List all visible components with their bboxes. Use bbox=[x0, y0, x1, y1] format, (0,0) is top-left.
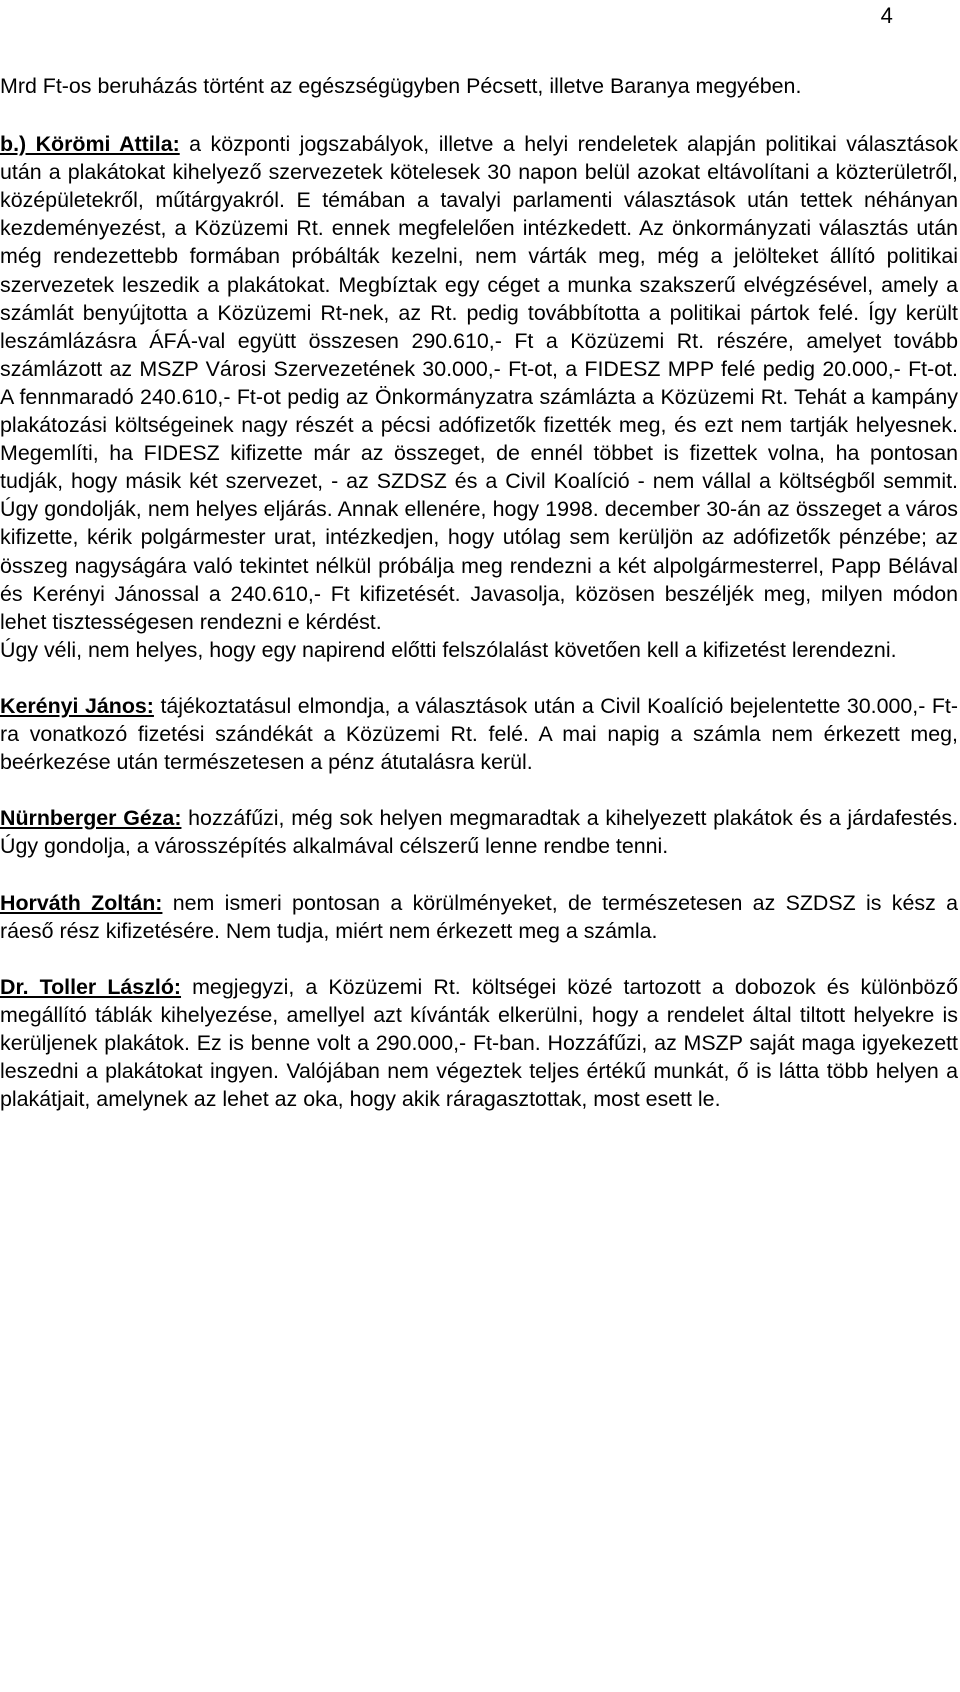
speaker-name: Kerényi János: bbox=[0, 693, 154, 718]
speaker-name: Nürnberger Géza: bbox=[0, 806, 182, 831]
page-number: 4 bbox=[880, 3, 893, 28]
speaker-name: Horváth Zoltán: bbox=[0, 890, 163, 915]
paragraph-kerenyi bbox=[0, 692, 958, 776]
paragraph-koromi-continued bbox=[0, 636, 958, 664]
paragraph-koromi bbox=[0, 130, 958, 636]
paragraph-horvath bbox=[0, 889, 958, 945]
paragraph-nurnberger bbox=[0, 804, 958, 860]
speaker-name: Dr. Toller László: bbox=[0, 974, 182, 999]
paragraph-text: nem ismeri pontosan a körülményeket, de természetesen az SZDSZ is kész a ráeső rész kifizetésére. Nem tudja, miért nem érkezett meg a számla. bbox=[0, 890, 958, 943]
paragraph-text: Úgy véli, nem helyes, hogy egy napirend előtti felszólalást követően kell a kifizetést lerendezni. bbox=[0, 637, 897, 662]
paragraph-text: hozzáfűzi, még sok helyen megmaradtak a kihelyezett plakátok és a járdafestés. Úgy gondolja, a városszépítés alkalmával célszerű lenne rendbe tenni. bbox=[0, 806, 959, 859]
paragraph-text: megjegyzi, a Közüzemi Rt. költségei közé tartozott a dobozok és különböző megállító táblák kihelyezése, amellyel azt kívánták elkerülni, hogy a rendelet által tiltott helyekre is kerüljenek plakátok. Ez is benne volt a 290.000,- Ft-ban. Hozzáfűzi, az MSZP saját maga igyekezett leszedni a plakátokat ingyen. Valójában nem végeztek teljes értékű munkát, ő is látta több helyen a plakátjait, amelynek az lehet az oka, hogy akik ráragasztottak, most esett le. bbox=[0, 974, 958, 1112]
document-body bbox=[0, 72, 958, 1113]
paragraph-text: Mrd Ft-os beruházás történt az egészségügyben Pécsett, illetve Baranya megyében. bbox=[0, 74, 802, 98]
paragraph-text: a központi jogszabályok, illetve a helyi rendeletek alapján politikai választások után a plakátokat kihelyező szervezetek kötelesek 30 napon belül azokat eltávolítani a közterületről, középületekről, műtárgyakról. E témában a tavalyi parlamenti választások után tettek néhányan kezdeményezést, a Közüzemi Rt. ennek megfelelően intézkedett. Az önkormányzati választás után még rendezettebb formában próbálták kezelni, nem várták meg, még a jelölteket állító politikai szervezetek leszedik a plakátokat. Megbíztak egy céget a munka szakszerű elvégzésével, amely a számlát benyújtotta a Közüzemi Rt-nek, az Rt. pedig továbbította a politikai pártok felé. Így került leszámlázásra ÁFÁ-val együtt összesen 290.610,- Ft a Közüzemi Rt. részére, amelyet tovább számlázott az MSZP Városi Szervezetének 30.000,- Ft-ot, a FIDESZ MPP felé pedig 20.000,- Ft-ot. A fennmaradó 240.610,- Ft-ot pedig az Önkormányzatra számlázta a Közüzemi Rt. Tehát a kampány plakátozási költségeinek nagy részét a pécsi adófizetők fizették meg, és ezt nem tartják helyesnek. Megemlíti, ha FIDESZ kifizette már az összeget, de ennél többet is fizettek volna, ha pontosan tudják, hogy másik két szervezet, - az SZDSZ és a Civil Koalíció - nem vállal a költségből semmit. Úgy gondolják, nem helyes eljárás. Annak ellenére, hogy 1998. december 30-án az összeget a város kifizette, kérik polgármester urat, intézkedjen, hogy utólag sem kerüljön az adófizetők pénzébe; az összeg nagyságára való tekintet nélkül próbálja meg rendezni a két alpolgármesterrel, Papp Bélával és Kerényi Jánossal a 240.610,- Ft kifizetését. Javasolja, közösen beszéljék meg, milyen módon lehet tisztességesen rendezni e kérdést. bbox=[0, 132, 958, 634]
paragraph-text: tájékoztatásul elmondja, a választások után a Civil Koalíció bejelentette 30.000,- Ft-ra vonatkozó fizetési szándékát a Közüzemi Rt. felé. A mai napig a számla nem érkezett meg, beérkezése után természetesen a pénz átutalásra kerül. bbox=[0, 693, 959, 775]
paragraph-toller bbox=[0, 973, 958, 1113]
paragraph-intro bbox=[0, 72, 958, 100]
speaker-name: b.) Körömi Attila: bbox=[0, 132, 180, 157]
